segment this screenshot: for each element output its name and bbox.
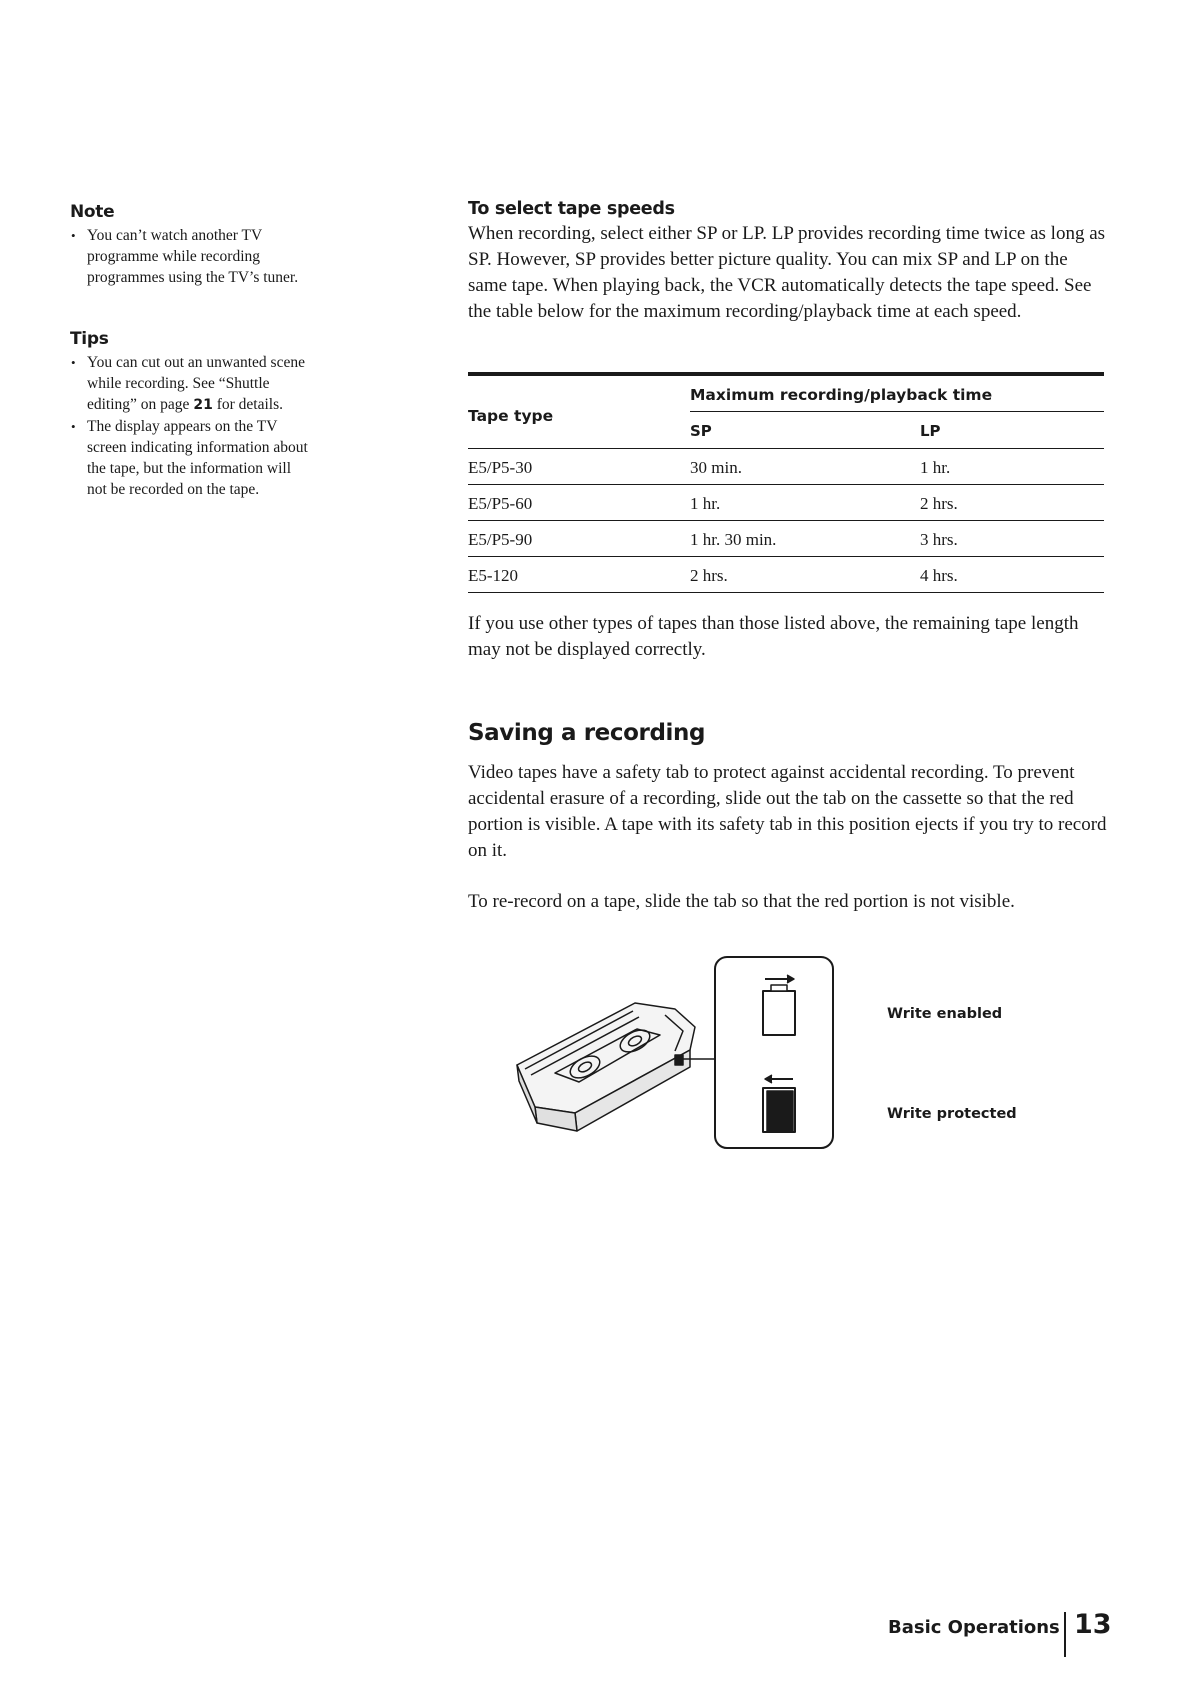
cell-tape-type: E5/P5-30 — [468, 458, 533, 477]
table-row — [468, 521, 1104, 557]
saving-para-2: To re-record on a tape, slide the tab so that the red portion is not visible. — [468, 891, 1015, 912]
cell-sp: 1 hr. 30 min. — [690, 530, 777, 549]
cell-tape-type: E5/P5-90 — [468, 530, 533, 549]
after-table-text: If you use other types of tapes than those listed above, the remaining tape length may not be displayed correctly. — [468, 613, 1079, 660]
header-sp: SP — [690, 422, 712, 440]
header-lp: LP — [920, 422, 941, 440]
cell-lp: 2 hrs. — [920, 494, 958, 513]
note-block — [70, 202, 310, 288]
saving-para-1: Video tapes have a safety tab to protect against accidental recording. To prevent accidental erasure of a recording, slide out the tab on the cassette so that the red portion is visible. A tape with its safety tab in this position ejects if you try to record on it. — [468, 762, 1107, 861]
cell-tape-type: E5/P5-60 — [468, 494, 533, 513]
section-title: Saving a recording — [468, 720, 706, 746]
tips-item-1 — [70, 352, 310, 416]
note-list — [70, 225, 310, 288]
cell-sp: 30 min. — [690, 458, 742, 477]
table-row — [468, 557, 1104, 593]
page-reference: 21 — [193, 397, 213, 413]
cell-sp: 1 hr. — [690, 494, 721, 513]
tips-list — [70, 352, 310, 500]
write-enabled-label: Write enabled — [887, 1006, 1003, 1022]
note-item: • You can’t watch another TV programme while recording programmes using the TV’s tuner. — [70, 225, 310, 288]
after-table-note — [468, 611, 1088, 663]
cell-tape-type: E5-120 — [468, 566, 519, 585]
footer-divider — [1064, 1612, 1066, 1657]
header-max-time: Maximum recording/playback time — [690, 386, 993, 404]
table-row — [468, 485, 1104, 521]
tape-speeds-body: When recording, select either SP or LP. LP provides recording time twice as long as SP. However, SP provides better picture quality. You can mix SP and LP on the same tape. When playing back, the VCR automatically detects the tape speed. See the table below for the maximum recording/playback time at each speed. — [468, 223, 1106, 322]
cell-lp: 4 hrs. — [920, 566, 958, 585]
page-number: 13 — [1074, 1609, 1112, 1640]
tips-item-1-tail: for details. — [212, 396, 283, 413]
tape-time-table — [468, 372, 1104, 593]
tips-block — [70, 329, 310, 500]
header-tape-type: Tape type — [468, 407, 554, 425]
note-title: Note — [70, 202, 115, 222]
cell-lp: 3 hrs. — [920, 530, 958, 549]
tips-item-1-text: You can cut out an unwanted scene while recording. See “Shuttle editing” on page — [87, 354, 305, 413]
tape-speeds-section — [468, 197, 1108, 325]
table-row — [468, 449, 1104, 485]
table-header — [468, 376, 1104, 449]
tape-speeds-heading: To select tape speeds — [468, 199, 675, 219]
tips-item-2: • The display appears on the TV screen indicating information about the tape, but the information will not be recorded on the tape. — [70, 416, 310, 500]
header-sub-rule — [690, 411, 1104, 412]
cell-lp: 1 hr. — [920, 458, 951, 477]
footer-section-title: Basic Operations — [888, 1617, 1060, 1638]
safety-tab-figure — [515, 955, 1035, 1150]
tips-title: Tips — [70, 329, 109, 349]
saving-section — [468, 720, 1108, 915]
write-protected-label: Write protected — [887, 1106, 1017, 1122]
cell-sp: 2 hrs. — [690, 566, 728, 585]
